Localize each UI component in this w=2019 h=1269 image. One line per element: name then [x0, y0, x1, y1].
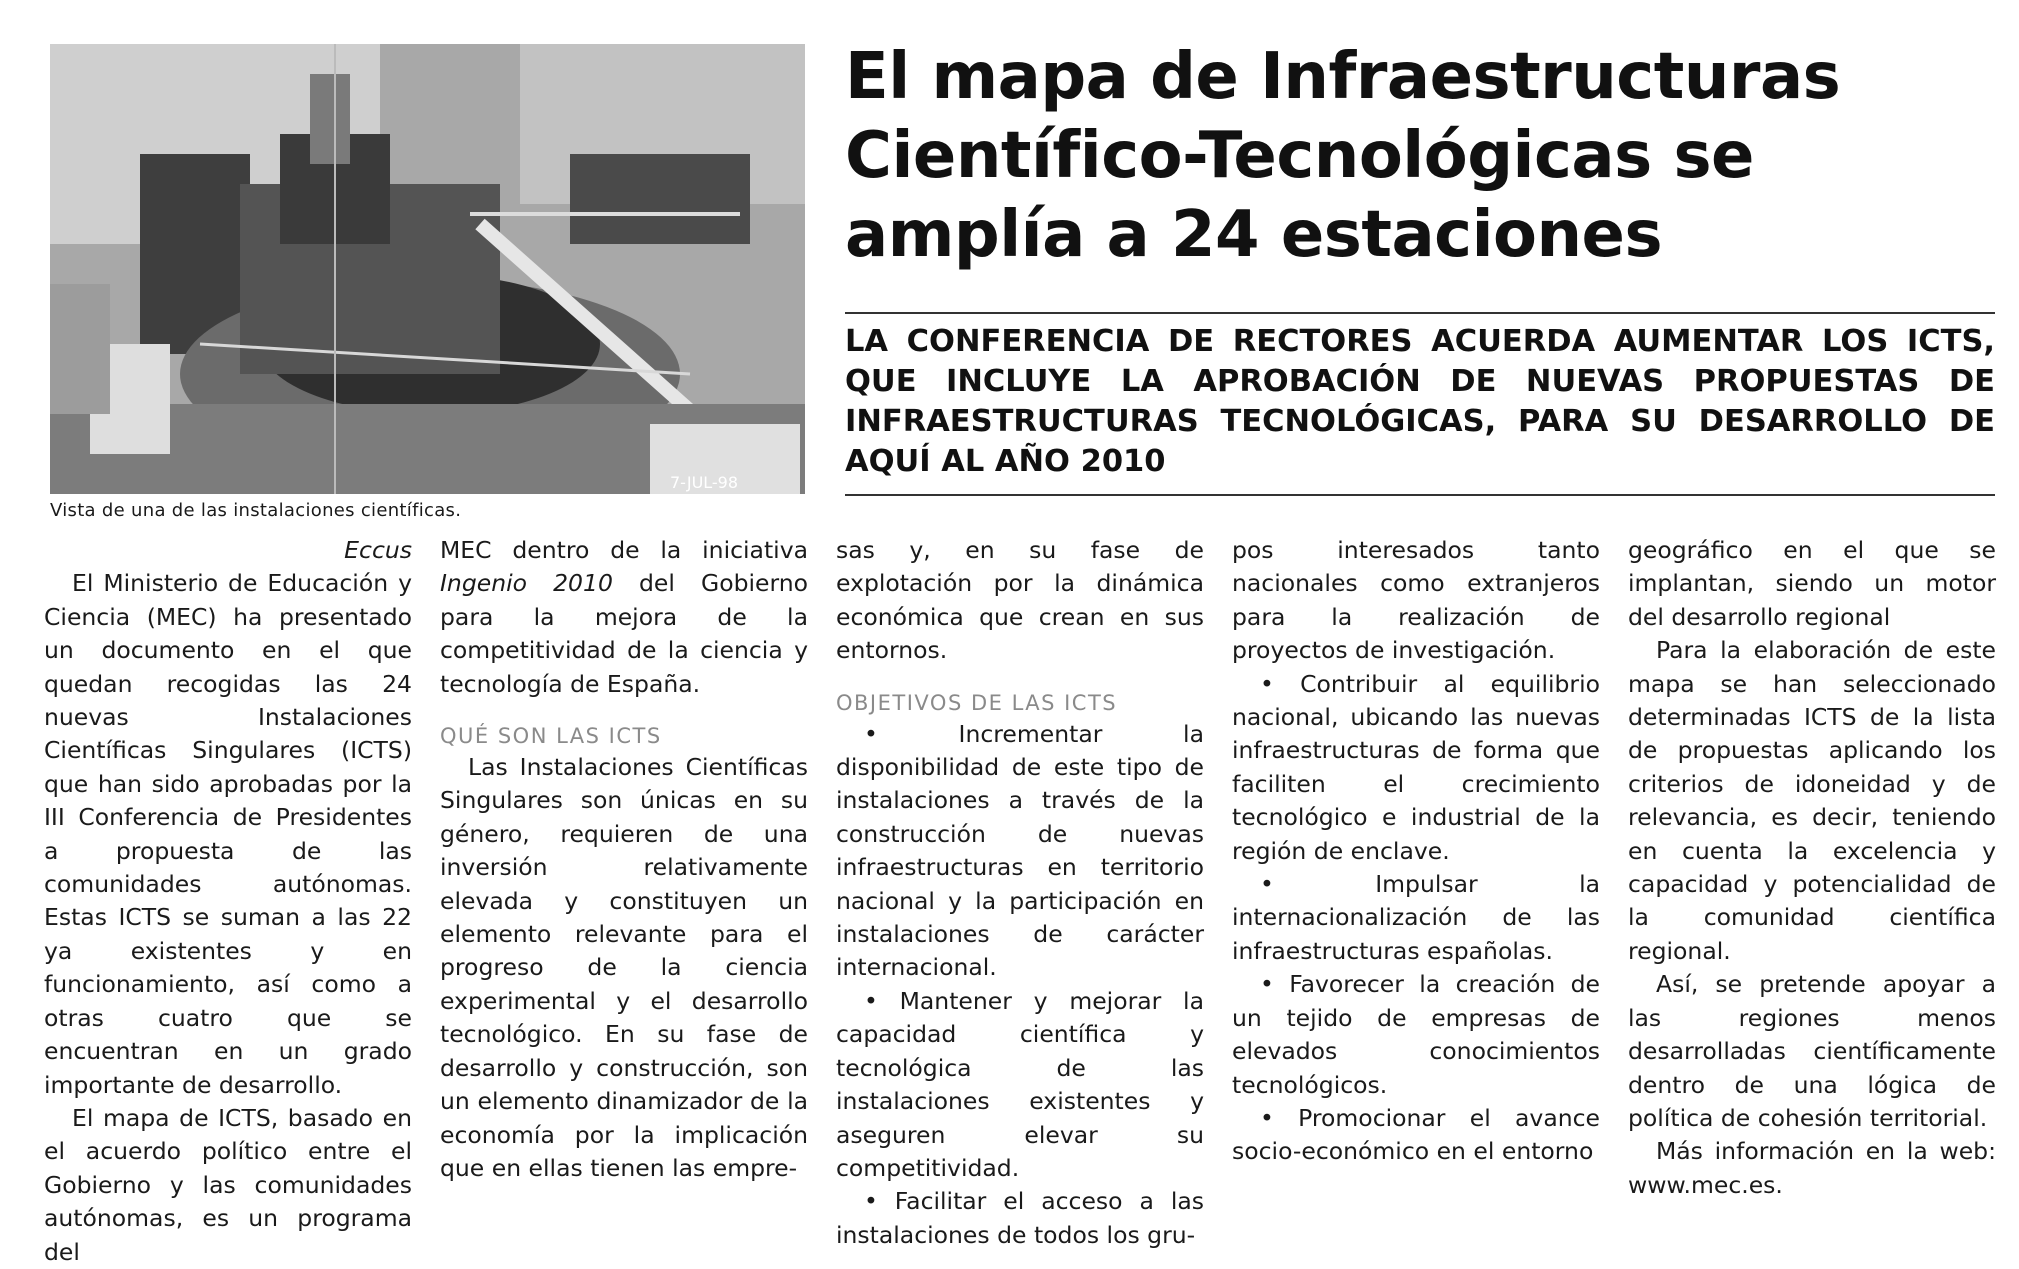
article-photo [50, 44, 805, 494]
text-run: del Gobierno para la mejora de la competitividad de la ciencia y tecnología de España. [440, 569, 809, 698]
article-column-5 [1628, 534, 1996, 1202]
facility-illustration [50, 44, 805, 494]
paragraph: El Ministerio de Educación y Ciencia (MEC) ha presentado un documento en el que quedan recogidas las 24 nuevas Instalaciones Científicas Singulares (ICTS) que han sido aprobadas por la III Conferencia de Presidentes a propuesta de las comunidades autónomas. Estas ICTS se suman a las 22 ya existentes y en funcionamiento, así como a otras cuatro que se encuentran en un grado importante de desarrollo. [44, 569, 412, 1099]
bullet-item: • Impulsar la internacionalización de las infraestructuras españolas. [1232, 870, 1600, 965]
paragraph: pos interesados tanto nacionales como extranjeros para la realización de proyectos de investigación. [1232, 536, 1600, 665]
headline [845, 38, 1995, 275]
bullet-item: • Promocionar el avance socio-económico en el entorno [1232, 1103, 1600, 1166]
bullet-item: • Incrementar la disponibilidad de este tipo de instalaciones a través de la construcción de nuevas infraestructuras en territorio nacional y la participación en instalaciones de carácter internacional. [836, 719, 1204, 982]
text-run: MEC dentro de la iniciativa [440, 536, 808, 564]
photo-caption: Vista de una de las instalaciones científicas. [50, 500, 462, 521]
bullet-item: • Favorecer la creación de un tejido de empresas de elevados conocimientos tecnológicos. [1232, 970, 1600, 1099]
paragraph: sas y, en su fase de explotación por la dinámica económica que crean en sus entornos. [836, 536, 1204, 665]
headline-line-2: Científico-Tecnológicas se [845, 119, 1754, 193]
article-column-1 [44, 534, 412, 1269]
paragraph: Así, se pretende apoyar a las regiones menos desarrolladas científicamente dentro de una lógica de política de cohesión territorial. [1628, 970, 1996, 1132]
article-column-4 [1232, 534, 1600, 1169]
headline-line-1: El mapa de Infraestructuras [845, 40, 1841, 114]
headline-line-3: amplía a 24 estaciones [845, 198, 1663, 272]
paragraph [440, 534, 808, 701]
subhead-rule-bottom [845, 494, 1995, 496]
bullet-item: • Contribuir al equilibrio nacional, ubicando las nuevas infraestructuras de forma que faciliten el crecimiento tecnológico e industrial de la región de enclave. [1232, 669, 1600, 865]
bullet-item: • Facilitar el acceso a las instalaciones de todos los gru- [836, 1187, 1204, 1249]
article-column-3 [836, 534, 1204, 1252]
photo-date-stamp: 7-JUL-98 [670, 473, 739, 492]
paragraph: El mapa de ICTS, basado en el acuerdo político entre el Gobierno y las comunidades autónomas, es un programa del [44, 1103, 412, 1266]
bullet-item: • Mantener y mejorar la capacidad científica y tecnológica de las instalaciones existentes y aseguren elevar su competitividad. [836, 986, 1204, 1182]
section-heading: QUÉ SON LAS ICTS [440, 724, 662, 749]
subheadline: LA CONFERENCIA DE RECTORES ACUERDA AUMENTAR LOS ICTS, QUE INCLUYE LA APROBACIÓN DE NUEVAS PROPUESTAS DE INFRAESTRUCTURAS TECNOLÓGICAS, PARA SU DESARROLLO DE AQUÍ AL AÑO 2010 [845, 324, 1995, 479]
paragraph: Para la elaboración de este mapa se han seleccionado determinadas ICTS de la lista de propuestas aplicando los criterios de idoneidad y de relevancia, es decir, teniendo en cuenta la excelencia y capacidad y potencialidad de la comunidad científica regional. [1628, 636, 1996, 965]
paragraph: Las Instalaciones Científicas Singulares son únicas en su género, requieren de una inversión relativamente elevada y constituyen un elemento relevante para el progreso de la ciencia experimental y el desarrollo tecnológico. En su fase de desarrollo y construcción, son un elemento dinamizador de la economía por la implicación que en ellas tienen las empre- [440, 753, 808, 1182]
initiative-name: Ingenio 2010 [440, 569, 613, 598]
subhead-rule-top [845, 312, 1995, 314]
author-byline: Eccus [344, 536, 412, 564]
paragraph: Más información en la web: www.mec.es. [1628, 1137, 1996, 1199]
article-column-2 [440, 534, 808, 1185]
paragraph: geográfico en el que se implantan, siendo un motor del desarrollo regional [1628, 536, 1996, 631]
section-heading: OBJETIVOS DE LAS ICTS [836, 690, 1118, 715]
